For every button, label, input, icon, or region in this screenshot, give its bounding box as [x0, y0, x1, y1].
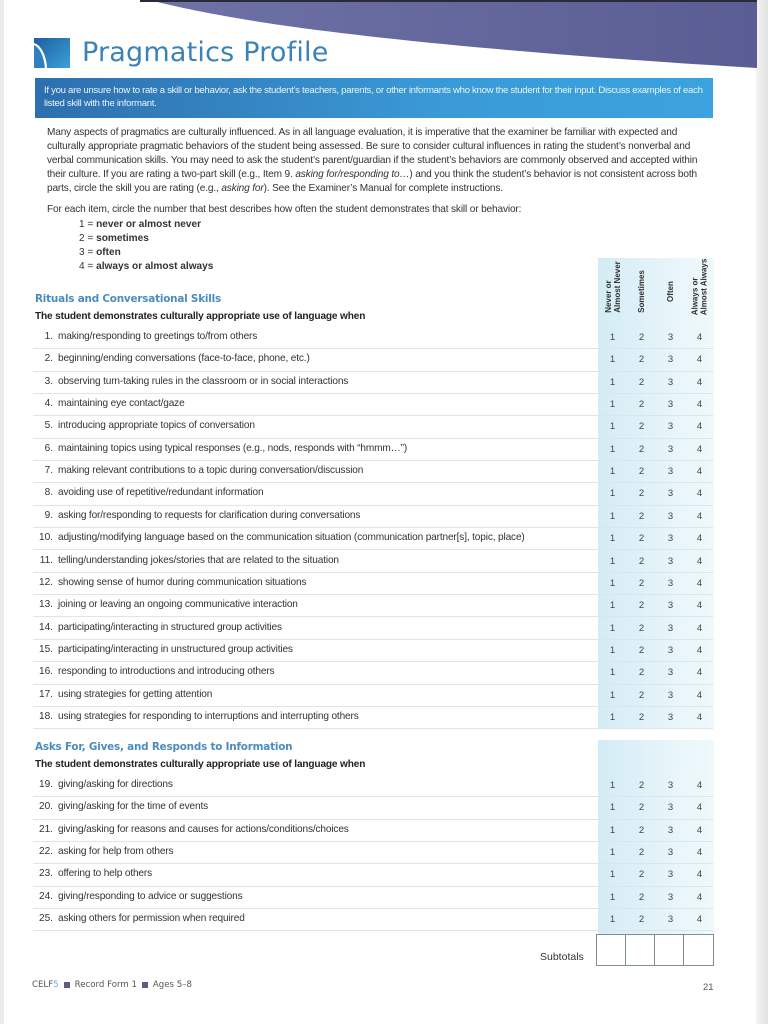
rating-option-4[interactable]: 4: [696, 376, 703, 388]
rating-option-2[interactable]: 2: [638, 644, 645, 656]
item-text: observing turn-taking rules in the classroom or in social interactions: [58, 375, 349, 387]
rating-option-2[interactable]: 2: [638, 891, 645, 903]
rating-option-2[interactable]: 2: [638, 466, 645, 478]
item-text: giving/asking for the time of events: [58, 801, 209, 813]
item-row: [33, 685, 713, 707]
rating-option-2[interactable]: 2: [638, 354, 645, 366]
item-number: 2.: [44, 353, 53, 365]
item-row: [33, 662, 713, 684]
item-text: responding to introductions and introducing others: [58, 666, 275, 678]
rating-option-3[interactable]: 3: [667, 577, 674, 589]
rating-option-1[interactable]: 1: [609, 869, 616, 881]
scale-item: 3 = often: [79, 247, 121, 258]
footer-brand: CELF5: [32, 980, 59, 990]
item-number: 23.: [38, 868, 53, 880]
rating-instruction: For each item, circle the number that best describes how often the student demonstrates that skill or behavior:: [47, 204, 522, 215]
rating-option-1[interactable]: 1: [609, 376, 616, 388]
rating-option-2[interactable]: 2: [638, 667, 645, 679]
item-number: 5.: [44, 420, 53, 432]
rating-option-4[interactable]: 4: [696, 555, 703, 567]
item-number: 19.: [38, 779, 53, 790]
rating-option-2[interactable]: 2: [638, 622, 645, 634]
rating-option-4[interactable]: 4: [696, 869, 703, 881]
rating-option-1[interactable]: 1: [609, 488, 616, 500]
item-text: giving/asking for directions: [58, 779, 173, 790]
item-row: [33, 573, 713, 595]
rating-option-2[interactable]: 2: [638, 421, 645, 433]
intro-text: ). See the Examiner’s Manual for complete instructions.: [263, 183, 503, 194]
rating-option-2[interactable]: 2: [638, 780, 645, 791]
section-title: Rituals and Conversational Skills: [35, 293, 221, 305]
rating-option-1[interactable]: 1: [609, 644, 616, 656]
rating-option-2[interactable]: 2: [638, 689, 645, 701]
rating-column-headers: [598, 260, 714, 328]
item-row: [33, 551, 713, 573]
rating-option-2[interactable]: 2: [638, 600, 645, 612]
subtotals-boxes: [596, 934, 714, 966]
rating-option-3[interactable]: 3: [667, 533, 674, 545]
rating-option-1[interactable]: 1: [609, 824, 616, 836]
footer-ages: Ages 5–8: [152, 980, 192, 990]
item-number: 6.: [44, 442, 53, 454]
item-row: [33, 595, 713, 617]
rating-option-4[interactable]: 4: [696, 510, 703, 522]
item-number: 11.: [39, 554, 53, 566]
rating-option-2[interactable]: 2: [638, 869, 645, 881]
rating-option-1[interactable]: 1: [609, 847, 616, 859]
rating-option-3[interactable]: 3: [667, 802, 674, 814]
rating-option-1[interactable]: 1: [609, 421, 616, 433]
rating-option-1[interactable]: 1: [609, 711, 616, 723]
page-title: Pragmatics Profile: [82, 37, 329, 68]
item-text: avoiding use of repetitive/redundant information: [58, 487, 264, 499]
rating-option-2[interactable]: 2: [638, 914, 645, 926]
section-title: Asks For, Gives, and Responds to Information: [35, 741, 293, 753]
rating-option-3[interactable]: 3: [667, 510, 674, 522]
rating-option-2[interactable]: 2: [638, 577, 645, 589]
rating-option-4[interactable]: 4: [696, 354, 703, 366]
subtotals-label: Subtotals: [540, 951, 584, 963]
item-number: 13.: [38, 599, 53, 611]
item-row: [33, 372, 713, 394]
item-number: 21.: [38, 823, 53, 835]
rating-option-1[interactable]: 1: [609, 354, 616, 366]
rating-option-2[interactable]: 2: [638, 332, 645, 343]
page-number: 21: [703, 982, 714, 993]
subtotal-box-2[interactable]: [626, 935, 655, 965]
rating-option-1[interactable]: 1: [609, 600, 616, 612]
rating-option-2[interactable]: 2: [638, 399, 645, 411]
item-number: 8.: [44, 487, 53, 499]
item-text: maintaining topics using typical responses (e.g., nods, responds with “hmmm…”): [58, 442, 408, 454]
item-row: [33, 394, 713, 416]
square-bullet-icon: [64, 982, 70, 988]
item-number: 1.: [44, 331, 53, 342]
rating-option-3[interactable]: 3: [667, 711, 674, 723]
rating-option-4[interactable]: 4: [696, 891, 703, 903]
rating-option-3[interactable]: 3: [667, 466, 674, 478]
scale-item: 1 = never or almost never: [79, 219, 202, 230]
item-text: beginning/ending conversations (face-to-face, phone, etc.): [58, 353, 310, 365]
rating-option-3[interactable]: 3: [667, 421, 674, 433]
title-area: [34, 37, 329, 68]
subtotal-box-3[interactable]: [655, 935, 684, 965]
item-text: using strategies for responding to interruptions and interrupting others: [58, 710, 359, 722]
rating-option-4[interactable]: 4: [696, 824, 703, 836]
rating-option-2[interactable]: 2: [638, 802, 645, 814]
rating-option-3[interactable]: 3: [667, 847, 674, 859]
rating-option-1[interactable]: 1: [609, 622, 616, 634]
rating-option-3[interactable]: 3: [667, 488, 674, 500]
rating-option-3[interactable]: 3: [667, 443, 674, 455]
rating-option-1[interactable]: 1: [609, 780, 616, 791]
item-row: [33, 797, 713, 819]
item-text: maintaining eye contact/gaze: [58, 398, 185, 410]
rating-option-4[interactable]: 4: [696, 466, 703, 478]
rating-option-2[interactable]: 2: [638, 555, 645, 567]
subtotal-box-4[interactable]: [684, 935, 713, 965]
rating-option-4[interactable]: 4: [696, 689, 703, 701]
item-row: [33, 618, 713, 640]
rating-option-1[interactable]: 1: [609, 332, 616, 343]
item-row: [33, 349, 713, 371]
rating-option-4[interactable]: 4: [696, 533, 703, 545]
rating-option-2[interactable]: 2: [638, 510, 645, 522]
rating-option-4[interactable]: 4: [696, 667, 703, 679]
intro-text: ) and you think the student’s behavior is not consistent across both parts, circle the skill you are rating (e.g.,: [47, 169, 697, 194]
item-row: [33, 864, 713, 886]
rating-option-4[interactable]: 4: [696, 644, 703, 656]
rating-option-1[interactable]: 1: [609, 443, 616, 455]
rating-scale: [79, 218, 213, 274]
item-text: asking for/responding to requests for clarification during conversations: [58, 509, 361, 521]
item-row: [33, 842, 713, 864]
rating-option-1[interactable]: 1: [609, 802, 616, 814]
intro-example: asking for: [221, 183, 264, 194]
rating-option-1[interactable]: 1: [609, 399, 616, 411]
item-text: making relevant contributions to a topic during conversation/discussion: [58, 465, 364, 477]
item-row: [33, 775, 713, 797]
item-row: [33, 483, 713, 505]
rating-option-3[interactable]: 3: [667, 914, 674, 926]
item-row: [33, 707, 713, 729]
rating-option-3[interactable]: 3: [667, 869, 674, 881]
item-number: 9.: [44, 509, 53, 521]
logo-icon: [34, 38, 70, 68]
page-edge: [0, 0, 4, 1024]
intro-example: asking for/responding to…: [295, 169, 410, 180]
item-number: 18.: [38, 710, 53, 722]
rating-option-3[interactable]: 3: [667, 689, 674, 701]
rating-option-3[interactable]: 3: [667, 644, 674, 656]
item-text: asking others for permission when required: [58, 913, 245, 925]
rating-option-3[interactable]: 3: [667, 376, 674, 388]
section-subtitle: The student demonstrates culturally appropriate use of language when: [35, 311, 366, 322]
rating-option-4[interactable]: 4: [696, 488, 703, 500]
rating-option-2[interactable]: 2: [638, 376, 645, 388]
footer-form: Record Form 1: [74, 980, 137, 990]
item-text: participating/interacting in structured group activities: [58, 621, 282, 633]
rating-option-4[interactable]: 4: [696, 600, 703, 612]
item-text: joining or leaving an ongoing communicative interaction: [58, 599, 298, 611]
item-text: asking for help from others: [58, 846, 174, 858]
rating-option-4[interactable]: 4: [696, 421, 703, 433]
rating-option-3[interactable]: 3: [667, 780, 674, 791]
rating-option-4[interactable]: 4: [696, 780, 703, 791]
subtotal-box-1[interactable]: [597, 935, 626, 965]
column-header-never: Never or Almost Never: [603, 261, 622, 313]
item-row: [33, 416, 713, 438]
item-row: [33, 528, 713, 550]
item-row: [33, 820, 713, 842]
rating-option-1[interactable]: 1: [609, 667, 616, 679]
item-text: participating/interacting in unstructured group activities: [58, 643, 293, 655]
rating-option-1[interactable]: 1: [609, 510, 616, 522]
scale-item: 4 = always or almost always: [79, 261, 214, 272]
rating-option-4[interactable]: 4: [696, 399, 703, 411]
rating-option-2[interactable]: 2: [638, 443, 645, 455]
rating-option-1[interactable]: 1: [609, 914, 616, 926]
rating-option-4[interactable]: 4: [696, 577, 703, 589]
rating-option-2[interactable]: 2: [638, 533, 645, 545]
item-number: 16.: [38, 666, 53, 678]
rating-option-3[interactable]: 3: [667, 555, 674, 567]
rating-option-4[interactable]: 4: [696, 914, 703, 926]
item-text: offering to help others: [58, 868, 153, 880]
rating-option-1[interactable]: 1: [609, 466, 616, 478]
item-number: 15.: [38, 643, 53, 655]
rating-option-1[interactable]: 1: [609, 555, 616, 567]
rating-option-2[interactable]: 2: [638, 488, 645, 500]
item-number: 7.: [44, 465, 53, 477]
item-row: [33, 439, 713, 461]
intro-text: Many aspects of pragmatics are culturally influenced. As in all language evaluation, it is imperative that the examiner be familiar with expected and culturally appropriate pragmatic behaviors of the student being assessed. Be sure to consider cultural influences in rating the student’s nonverbal and verbal communication skills. You may need to ask the student’s parent/guardian if the student’s behaviors are commonly observed and accepted within their culture. If you are rating a two-part skill (e.g., Item 9.: [47, 127, 698, 180]
item-text: giving/asking for reasons and causes for actions/conditions/choices: [58, 823, 349, 835]
item-text: showing sense of humor during communication situations: [58, 576, 307, 588]
rating-option-2[interactable]: 2: [638, 847, 645, 859]
rating-option-4[interactable]: 4: [696, 332, 703, 343]
page-edge: [756, 0, 768, 1024]
item-text: giving/responding to advice or suggestions: [58, 890, 243, 902]
rating-option-3[interactable]: 3: [667, 332, 674, 343]
item-text: using strategies for getting attention: [58, 688, 213, 700]
rating-option-1[interactable]: 1: [609, 891, 616, 903]
rating-option-3[interactable]: 3: [667, 600, 674, 612]
rating-option-1[interactable]: 1: [609, 577, 616, 589]
scale-item: 2 = sometimes: [79, 233, 149, 244]
rating-option-3[interactable]: 3: [667, 399, 674, 411]
rating-option-4[interactable]: 4: [696, 443, 703, 455]
item-text: adjusting/modifying language based on the communication situation (communication partner[s], topic, place): [58, 532, 525, 544]
intro-paragraph: [47, 126, 707, 196]
rating-option-3[interactable]: 3: [667, 354, 674, 366]
item-text: introducing appropriate topics of conversation: [58, 420, 255, 432]
item-text: telling/understanding jokes/stories that are related to the situation: [58, 554, 339, 566]
item-text: making/responding to greetings to/from others: [58, 331, 258, 342]
rating-option-1[interactable]: 1: [609, 533, 616, 545]
item-number: 22.: [38, 846, 53, 858]
footer: [32, 980, 192, 990]
rating-option-3[interactable]: 3: [667, 622, 674, 634]
rating-option-2[interactable]: 2: [638, 711, 645, 723]
item-row: [33, 461, 713, 483]
item-number: 24.: [38, 890, 53, 902]
item-number: 3.: [44, 375, 53, 387]
rating-option-3[interactable]: 3: [667, 824, 674, 836]
item-row: [33, 640, 713, 662]
rating-option-3[interactable]: 3: [667, 891, 674, 903]
info-bar: If you are unsure how to rate a skill or behavior, ask the student’s teachers, parents, or other informants who know the student for their input. Discuss examples of each listed skill with the informant.: [35, 78, 713, 118]
rating-option-1[interactable]: 1: [609, 689, 616, 701]
section-subtitle: The student demonstrates culturally appropriate use of language when: [35, 759, 366, 770]
rating-option-2[interactable]: 2: [638, 824, 645, 836]
item-number: 14.: [38, 621, 53, 633]
item-row: [33, 887, 713, 909]
item-row: [33, 327, 713, 349]
item-number: 25.: [38, 913, 53, 925]
rating-option-4[interactable]: 4: [696, 711, 703, 723]
rating-option-4[interactable]: 4: [696, 847, 703, 859]
item-row: [33, 909, 713, 931]
item-number: 20.: [38, 801, 53, 813]
item-row: [33, 506, 713, 528]
item-number: 4.: [44, 398, 53, 410]
item-number: 17.: [38, 688, 53, 700]
column-header-often: Often: [665, 281, 675, 302]
column-header-always: Always or Almost Always: [690, 258, 709, 316]
rating-option-3[interactable]: 3: [667, 667, 674, 679]
rating-option-4[interactable]: 4: [696, 802, 703, 814]
item-number: 10.: [38, 532, 53, 544]
square-bullet-icon: [142, 982, 148, 988]
column-header-sometimes: Sometimes: [637, 270, 646, 313]
rating-option-4[interactable]: 4: [696, 622, 703, 634]
item-number: 12.: [38, 576, 53, 588]
